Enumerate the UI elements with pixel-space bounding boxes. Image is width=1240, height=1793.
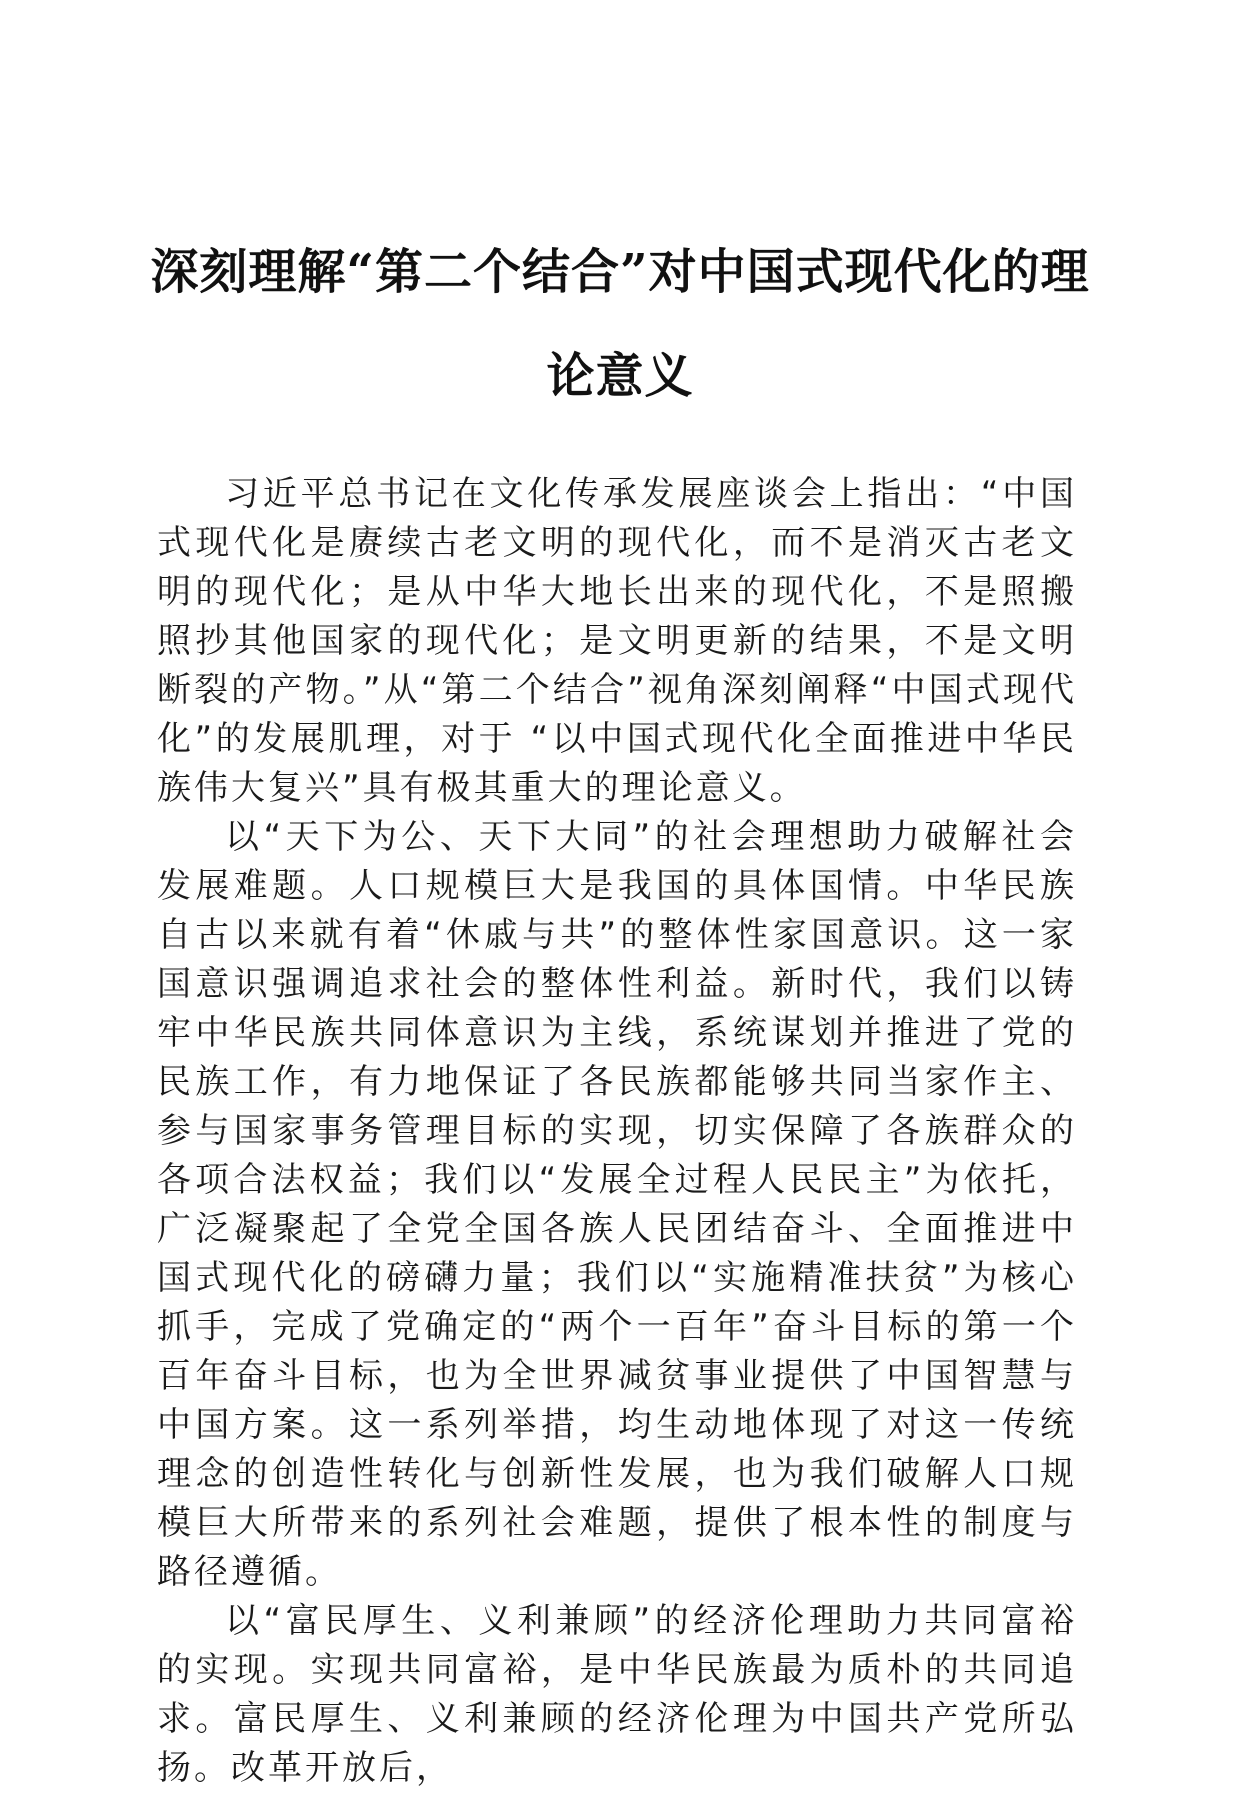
paragraph-3: 以“富民厚生、义利兼顾”的经济伦理助力共同富裕的实现。实现共同富裕，是中华民族最为质朴的共同追求。富民厚生、义利兼顾的经济伦理为中国共产党所弘扬。改革开放后， [157,1601,1077,1788]
document-body [157,470,1077,1793]
document-title: 深刻理解“第二个结合”对中国式现代化的理论意义 [150,244,1090,404]
paragraph-1: 习近平总书记在文化传承发展座谈会上指出：“中国式现代化是赓续古老文明的现代化，而不是消灭古老文明的现代化；是从中华大地长出来的现代化，不是照搬照抄其他国家的现代化；是文明更新的结果，不是文明断裂的产物。”从“第二个结合”视角深刻阐释“中国式现代化”的发展肌理，对于 “以中国式现代化全面推进中华民族伟大复兴”具有极其重大的理论意义。 [157,474,1077,808]
paragraph-2: 以“天下为公、天下大同”的社会理想助力破解社会发展难题。人口规模巨大是我国的具体国情。中华民族自古以来就有着“休戚与共”的整体性家国意识。这一家国意识强调追求社会的整体性利益。新时代，我们以铸牢中华民族共同体意识为主线，系统谋划并推进了党的民族工作，有力地保证了各民族都能够共同当家作主、参与国家事务管理目标的实现，切实保障了各族群众的各项合法权益；我们以“发展全过程人民民主”为依托，广泛凝聚起了全党全国各族人民团结奋斗、全面推进中国式现代化的磅礴力量；我们以“实施精准扶贫”为核心抓手，完成了党确定的“两个一百年”奋斗目标的第一个百年奋斗目标，也为全世界减贫事业提供了中国智慧与中国方案。这一系列举措，均生动地体现了对这一传统理念的创造性转化与创新性发展，也为我们破解人口规模巨大所带来的系列社会难题，提供了根本性的制度与路径遵循。 [157,817,1077,1592]
